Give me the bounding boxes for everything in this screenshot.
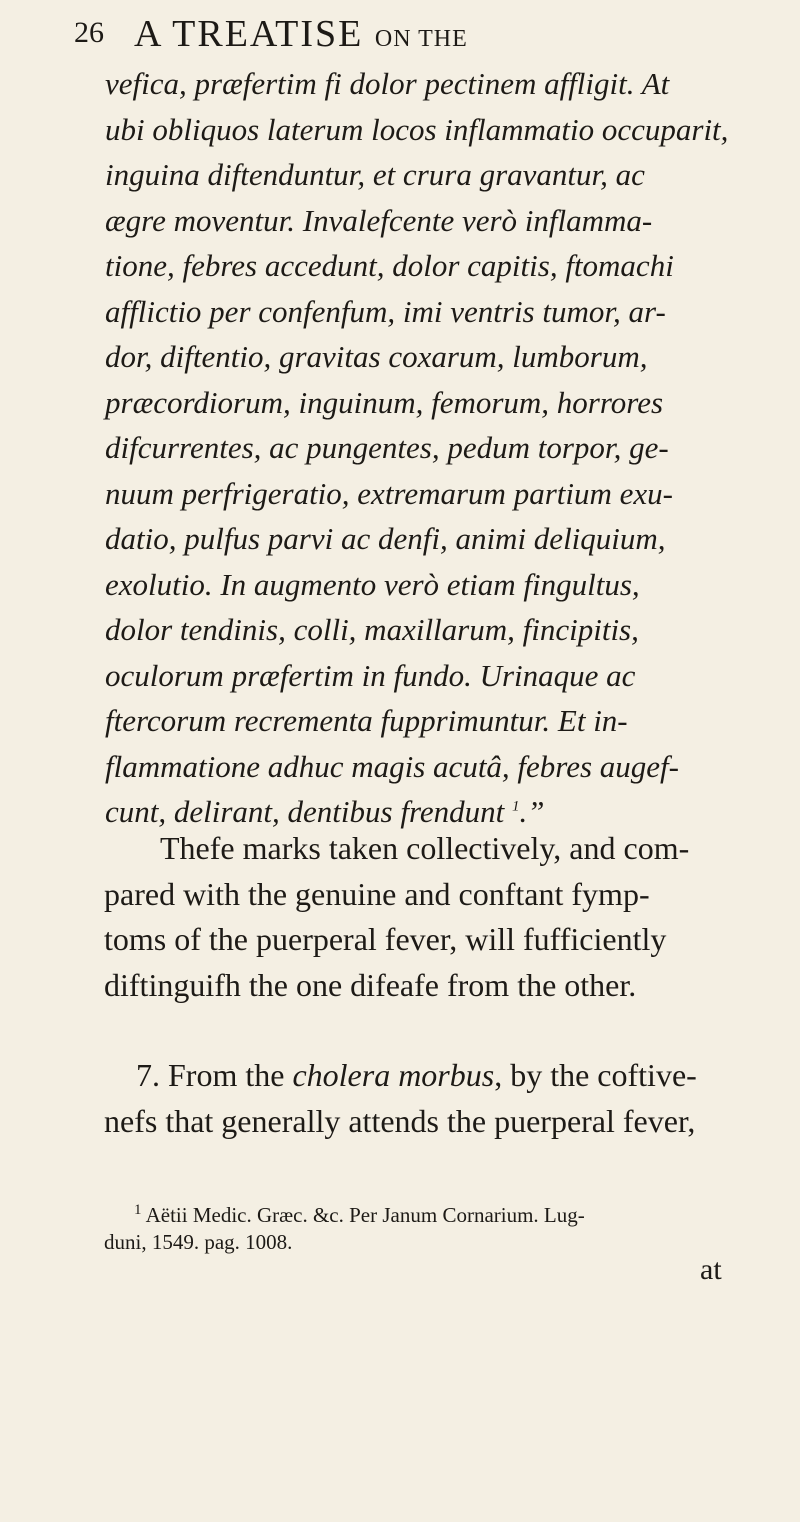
footnote-text: Aëtii Medic. Græc. &c. Per Janum Cornarium. Lug- bbox=[141, 1203, 585, 1227]
quote-close: .” bbox=[519, 794, 545, 829]
latin-line: difcurrentes, ac pungentes, pedum torpor, ge- bbox=[105, 430, 669, 465]
body-line: pared with the genuine and conftant fymp- bbox=[104, 875, 650, 912]
latin-line: ægre moventur. Invalefcente verò inflamma- bbox=[105, 202, 653, 238]
latin-line: dor, diftentio, gravitas coxarum, lumborum, bbox=[105, 339, 648, 374]
latin-line: tione, febres accedunt, dolor capitis, ftomachi bbox=[105, 248, 674, 283]
latin-line: præcordiorum, inguinum, femorum, horrores bbox=[105, 384, 664, 420]
latin-line: ubi obliquos laterum locos inflammatio occuparit, bbox=[105, 111, 729, 147]
body-line: Thefe marks taken collectively, and com- bbox=[160, 830, 690, 866]
running-title-main: A TREATISE bbox=[134, 13, 375, 55]
body-text: , by the coftive- bbox=[494, 1057, 697, 1093]
running-header bbox=[74, 10, 714, 60]
latin-line: exolutio. In augmento verò etiam fingultus, bbox=[105, 566, 640, 602]
body-text: 7. From the bbox=[136, 1057, 293, 1093]
latin-line: nuum perfrigeratio, extremarum partium exu- bbox=[105, 475, 673, 511]
footnote-marker: 1 bbox=[134, 1202, 142, 1218]
paragraph-cholera bbox=[104, 1057, 744, 1148]
catchword: at bbox=[700, 1253, 722, 1286]
latin-quotation bbox=[105, 66, 745, 840]
body-line: toms of the puerperal fever, will fufficiently bbox=[104, 921, 667, 957]
latin-line: afflictio per confenfum, imi ventris tumor, ar- bbox=[105, 293, 666, 329]
footnote-reference[interactable]: 1 bbox=[511, 798, 520, 815]
running-title-small-caps: ON THE bbox=[374, 26, 468, 52]
latin-line: flammatione adhuc magis acutâ, febres augef- bbox=[105, 748, 679, 784]
latin-line: dolor tendinis, colli, maxillarum, fincipitis, bbox=[105, 612, 639, 647]
footnote-line: duni, 1549. pag. 1008. bbox=[104, 1230, 293, 1254]
footnote-line bbox=[104, 1203, 744, 1230]
latin-line: ftercorum recrementa fupprimuntur. Et in- bbox=[105, 703, 628, 738]
italic-term: cholera morbus bbox=[292, 1057, 495, 1093]
footnote bbox=[104, 1203, 744, 1257]
body-line: diftinguifh the one difeafe from the other. bbox=[104, 966, 637, 1003]
latin-line: vefica, præfertim fi dolor pectinem affligit. At bbox=[105, 66, 670, 101]
latin-line-text: cunt, delirant, dentibus frendunt bbox=[105, 794, 505, 829]
body-line: nefs that generally attends the puerperal fever, bbox=[104, 1102, 696, 1139]
page-number: 26 bbox=[74, 16, 104, 49]
latin-line: oculorum præfertim in fundo. Urinaque ac bbox=[105, 657, 636, 693]
latin-line: datio, pulfus parvi ac denfi, animi deliquium, bbox=[105, 521, 666, 556]
running-title bbox=[134, 12, 468, 56]
paragraph-comparison bbox=[104, 830, 744, 1012]
latin-line: inguina diftenduntur, et crura gravantur, ac bbox=[105, 157, 645, 192]
body-line bbox=[104, 1057, 744, 1103]
